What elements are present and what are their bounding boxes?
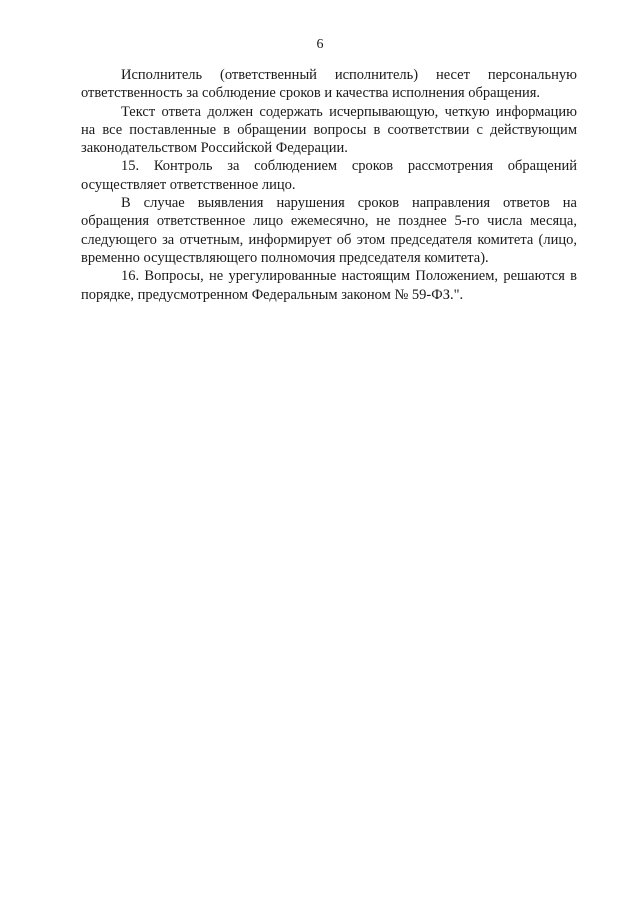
paragraph-responsibility: Исполнитель (ответственный исполнитель) несет персональную ответственность за соблюдение сроков и качества исполнения обращения. xyxy=(81,67,577,102)
paragraph-item-15: 15. Контроль за соблюдением сроков рассмотрения обращений осуществляет ответственное лицо. xyxy=(81,158,577,193)
paragraph-answer-text: Текст ответа должен содержать исчерпывающую, четкую информацию на все поставленные в обращении вопросы в соответствии с действующим законодательством Российской Федерации. xyxy=(81,103,577,157)
paragraph-violation: В случае выявления нарушения сроков направления ответов на обращения ответственное лицо ежемесячно, не позднее 5-го числа месяца, следующего за отчетным, информирует об этом председателя комитета (лицо, временно осуществляющего полномочия председателя комитета). xyxy=(81,195,577,266)
paragraph-item-16: 16. Вопросы, не урегулированные настоящим Положением, решаются в порядке, предусмотренном Федеральным законом № 59-ФЗ.". xyxy=(81,268,577,303)
document-body xyxy=(81,66,577,304)
page-number: 6 xyxy=(316,37,324,52)
